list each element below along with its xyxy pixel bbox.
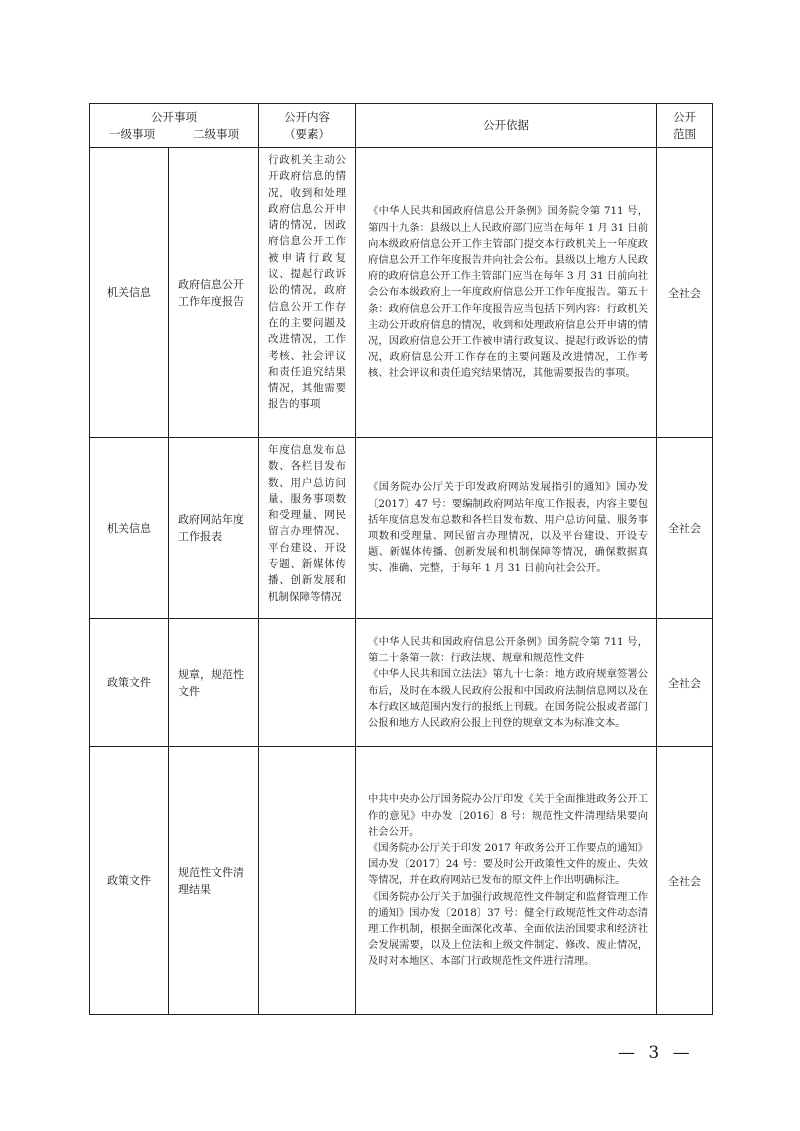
- table-row: [90, 438, 713, 619]
- header-public-item: [90, 104, 259, 148]
- header-scope-line2: 范围: [673, 126, 696, 141]
- cell-level1: 政策文件: [90, 747, 169, 1015]
- cell-scope: 全社会: [657, 619, 713, 747]
- cell-basis: [356, 148, 657, 438]
- cell-basis: [356, 619, 657, 747]
- header-content-line1: 公开内容: [284, 109, 330, 124]
- cell-basis: [356, 438, 657, 619]
- header-level1: 一级事项: [109, 126, 155, 141]
- table-row: [90, 148, 713, 438]
- cell-level1: 机关信息: [90, 148, 169, 438]
- header-content: [259, 104, 356, 148]
- cell-scope: 全社会: [657, 747, 713, 1015]
- cell-scope: 全社会: [657, 148, 713, 438]
- disclosure-table: [89, 103, 713, 1015]
- cell-content: 行政机关主动公开政府信息的情况，收到和处理政府信息公开申请的情况，因政府信息公开工作被申请行政复议、提起行政诉讼的情况，政府信息公开工作存在的主要问题及改进情况，工作考核、社会评议和责任追究结果情况，其他需要报告的事项: [259, 148, 356, 438]
- page-number: — 3 —: [618, 1043, 694, 1063]
- basis-paragraph: 《国务院办公厅关于印发政府网站发展指引的通知》国办发〔2017〕47 号：要编制政府网站年度工作报表，内容主要包括年度信息发布总数和各栏目发布数、用户总访问量、服务事项数和受理量、网民留言办理情况，以及平台建设、开设专题、新媒体传播、创新发展和机制保障等情况，确保数据真实、准确、完整，于每年 1 月 31 日前向社会公开。: [368, 481, 648, 575]
- header-content-line2: （要素）: [284, 126, 330, 141]
- cell-level2: 规章，规范性文件: [169, 619, 259, 747]
- cell-scope: 全社会: [657, 438, 713, 619]
- cell-level1: 政策文件: [90, 619, 169, 747]
- cell-content: 年度信息发布总数、各栏目发布数、用户总访问量、服务事项数和受理量、网民留言办理情况、平台建设、开设专题、新媒体传播、创新发展和机制保障等情况: [259, 438, 356, 619]
- cell-level2: 政府网站年度工作报表: [169, 438, 259, 619]
- basis-paragraph: 《国务院办公厅关于加强行政规范性文件制定和监督管理工作的通知》国办发〔2018〕37 号：健全行政规范性文件动态清理工作机制，根据全面深化改革、全面依法治国要求和经济社会发展需要，以及上位法和上级文件制定、修改、废止情况，及时对本地区、本部门行政规范性文件进行清理。: [368, 890, 648, 968]
- header-basis: 公开依据: [356, 104, 657, 148]
- basis-paragraph: 《中华人民共和国政府信息公开条例》国务院令第 711 号，第二十条第一款：行政法规、规章和规范性文件: [368, 635, 648, 665]
- cell-basis: [356, 747, 657, 1015]
- basis-paragraph: 中共中央办公厅国务院办公厅印发《关于全面推进政务公开工作的意见》中办发〔2016〕8 号：规范性文件清理结果要向社会公开。: [368, 793, 648, 838]
- header-scope-line1: 公开: [673, 109, 696, 124]
- header-scope: [657, 104, 713, 148]
- basis-paragraph: 《中华人民共和国立法法》第九十七条：地方政府规章签署公布后，及时在本级人民政府公报和中国政府法制信息网以及在本行政区域范围内发行的报纸上刊载。在国务院公报或者部门公报和地方人民政府公报上刊登的规章文本为标准文本。: [368, 668, 648, 729]
- header-col1-title: 公开事项: [151, 109, 197, 124]
- cell-level2: 规范性文件清理结果: [169, 747, 259, 1015]
- basis-paragraph: 《中华人民共和国政府信息公开条例》国务院令第 711 号，第四十九条：县级以上人民政府部门应当在每年 1 月 31 日前向本级政府信息公开工作主管部门提交本行政机关上一年度政府信息公开工作年度报告并向社会公布。县级以上地方人民政府的政府信息公开工作主管部门应当在每年 3 月 31 日前向社会公布本级政府上一年度政府信息公开工作年度报告。第五十条：政府信息公开工作年度报告应当包括下列内容：行政机关主动公开政府信息的情况，收到和处理政府信息公开申请的情况，因政府信息公开工作被申请行政复议、提起行政诉讼的情况，政府信息公开工作存在的主要问题及改进情况，工作考核、社会评议和责任追究结果情况，其他需要报告的事项。: [368, 205, 648, 380]
- table-header-row: [90, 104, 713, 148]
- table-row: [90, 747, 713, 1015]
- header-level2: 二级事项: [193, 126, 239, 141]
- cell-content: [259, 619, 356, 747]
- cell-level2: 政府信息公开工作年度报告: [169, 148, 259, 438]
- basis-paragraph: 《国务院办公厅关于印发 2017 年政务公开工作要点的通知》国办发〔2017〕24 号：要及时公开政策性文件的废止、失效等情况，并在政府网站已发布的原文件上作出明确标注。: [368, 841, 648, 887]
- cell-content: [259, 747, 356, 1015]
- table-row: [90, 619, 713, 747]
- cell-level1: 机关信息: [90, 438, 169, 619]
